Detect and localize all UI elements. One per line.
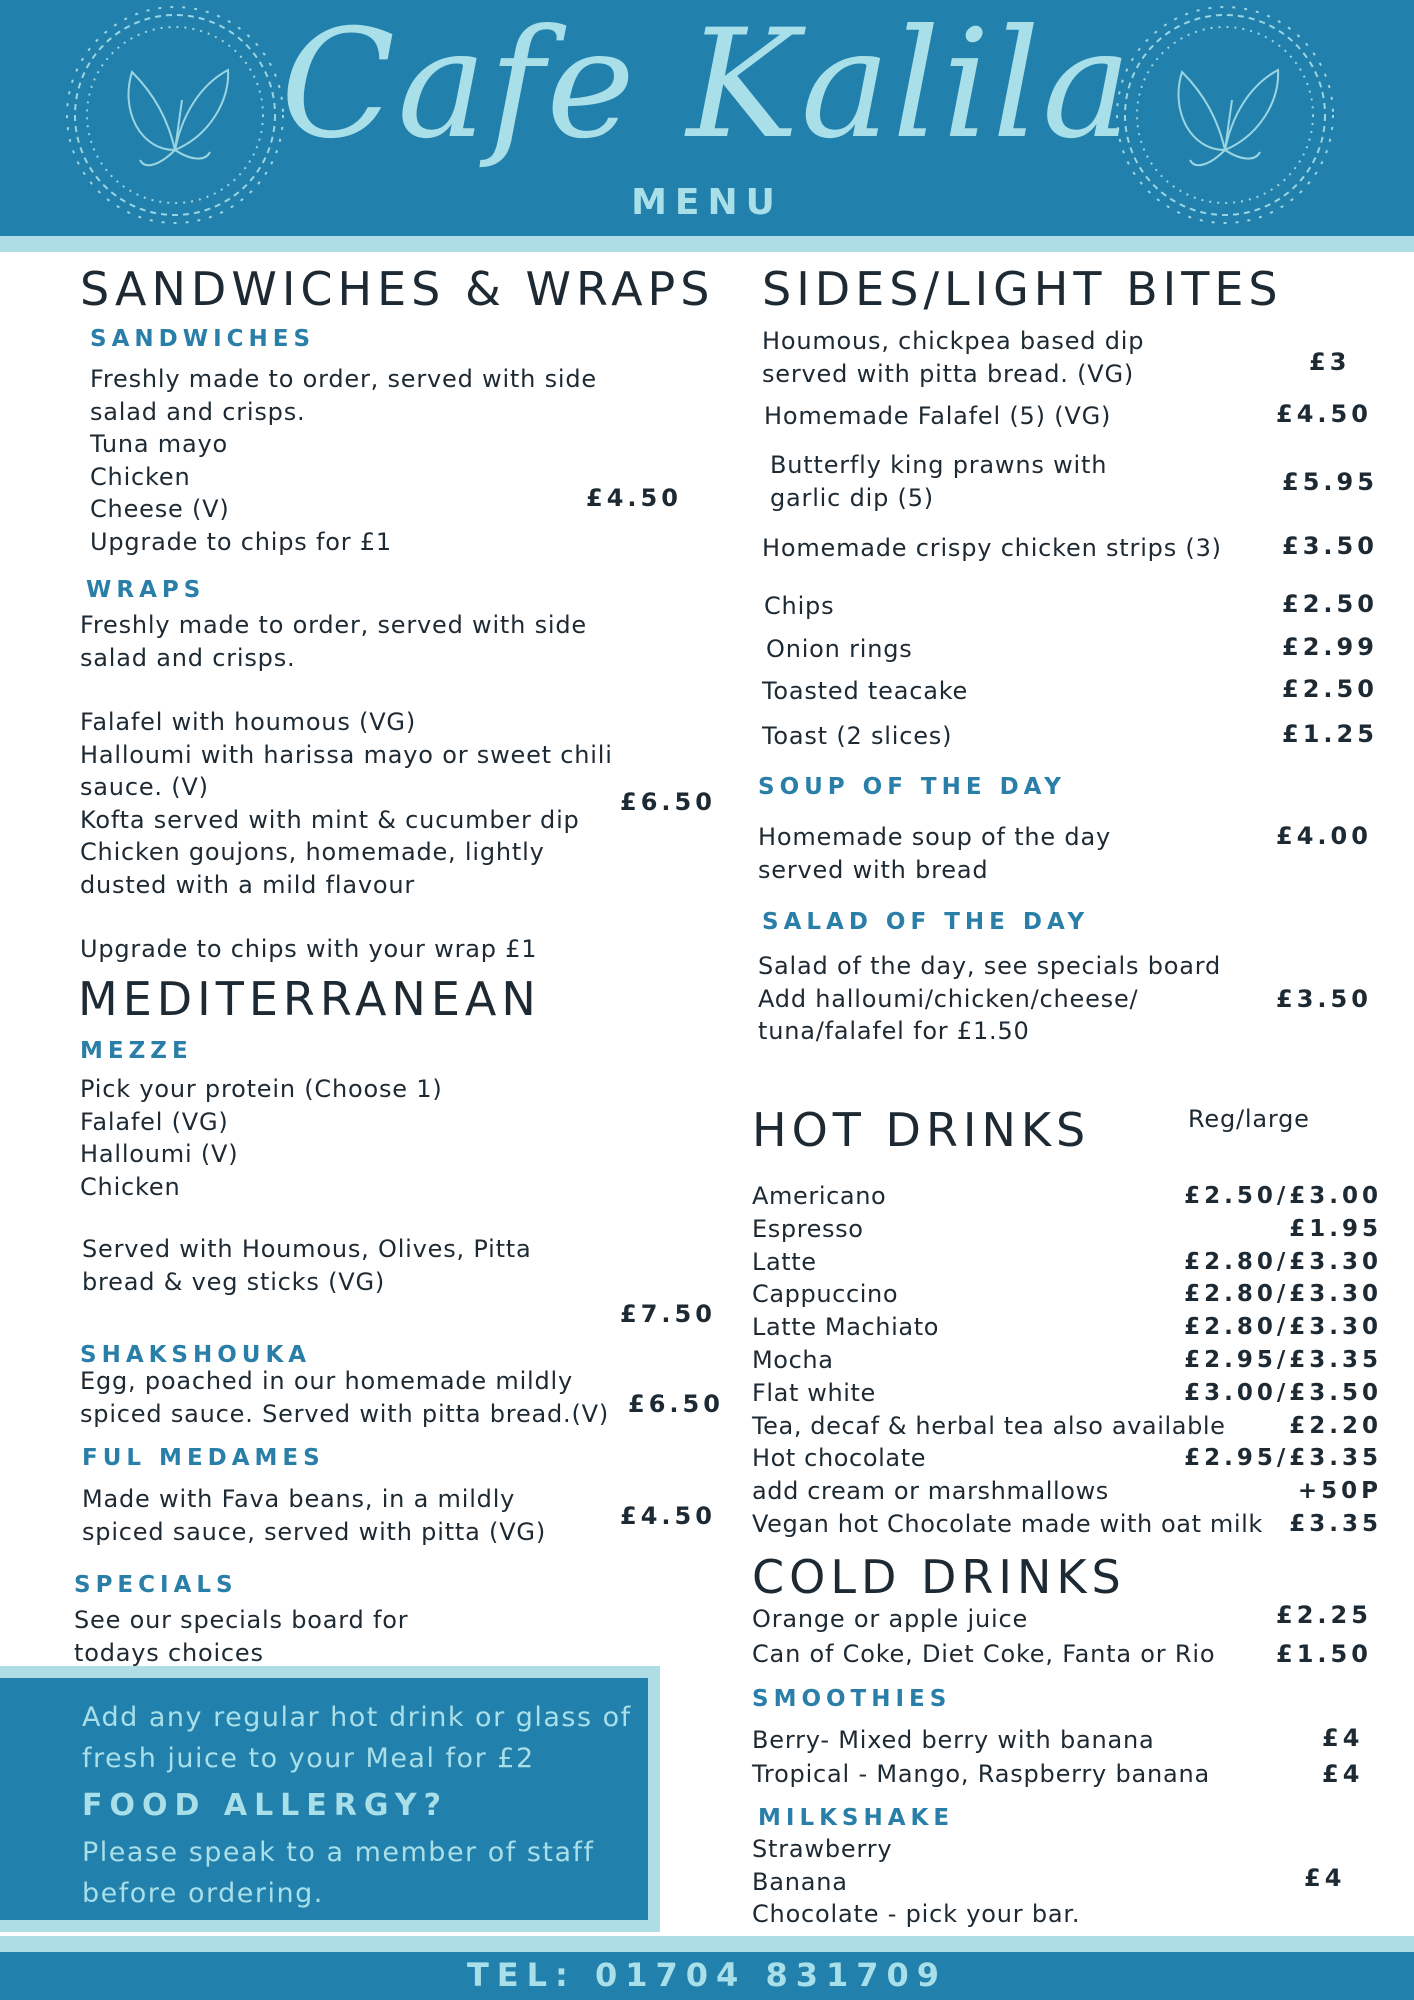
- menu-line: Upgrade to chips for £1: [90, 527, 392, 556]
- wraps-price: £6.50: [620, 788, 716, 816]
- drink-price: £2.80/£3.30: [1184, 1248, 1382, 1275]
- subsection-title-salad: SALAD OF THE DAY: [762, 909, 1090, 935]
- promo-line: Add any regular hot drink or glass of: [82, 1702, 632, 1733]
- sandwiches-text: [90, 363, 597, 558]
- tropical-name: Tropical - Mango, Raspberry banana: [752, 1760, 1211, 1788]
- drink-price: £1.95: [1289, 1215, 1382, 1242]
- list-item: [752, 1311, 1382, 1344]
- list-item: [752, 1508, 1382, 1541]
- section-title-mediterranean: MEDITERRANEAN: [78, 972, 541, 1026]
- toast-price: £1.25: [1282, 720, 1378, 748]
- drink-name: Vegan hot Chocolate made with oat milk: [752, 1509, 1263, 1538]
- menu-line: Freshly made to order, served with side: [90, 365, 597, 393]
- can-price: £1.50: [1276, 1640, 1372, 1668]
- allergy-text: [82, 1832, 595, 1914]
- list-item: [752, 1246, 1382, 1279]
- drink-price: £3.00/£3.50: [1184, 1379, 1382, 1406]
- soup-price: £4.00: [1276, 822, 1372, 850]
- list-item: [752, 1475, 1382, 1508]
- subsection-title-sandwiches: SANDWICHES: [90, 326, 316, 352]
- subsection-title-milkshake: MILKSHAKE: [758, 1805, 955, 1831]
- menu-line: todays choices: [74, 1638, 264, 1667]
- onion-rings-price: £2.99: [1282, 633, 1378, 661]
- section-title-cold-drinks: COLD DRINKS: [752, 1550, 1126, 1604]
- subsection-title-soup: SOUP OF THE DAY: [758, 774, 1066, 800]
- menu-line: Kofta served with mint & cucumber dip: [80, 805, 580, 834]
- list-item: [752, 1410, 1382, 1443]
- drink-name: add cream or marshmallows: [752, 1477, 1109, 1506]
- chips-price: £2.50: [1282, 590, 1378, 618]
- drink-name: Latte Machiato: [752, 1313, 939, 1342]
- section-title-sides: SIDES/LIGHT BITES: [762, 262, 1283, 316]
- menu-line: Tuna mayo: [90, 430, 228, 458]
- houmous-text: [762, 325, 1144, 390]
- drink-price: £2.95/£3.35: [1184, 1445, 1382, 1472]
- milkshake-text: [752, 1833, 1080, 1931]
- list-item: [752, 1278, 1382, 1311]
- menu-line: Strawberry: [752, 1835, 893, 1863]
- milkshake-price: £4: [1304, 1864, 1346, 1892]
- header-stripe: [0, 236, 1414, 252]
- menu-line: garlic dip (5): [770, 483, 934, 512]
- juice-price: £2.25: [1276, 1601, 1372, 1629]
- section-title-hot-drinks: HOT DRINKS: [752, 1103, 1091, 1157]
- ful-medames-text: [82, 1483, 546, 1548]
- wraps-upgrade: Upgrade to chips with your wrap £1: [80, 935, 538, 963]
- mezze-text: [80, 1073, 443, 1203]
- can-name: Can of Coke, Diet Coke, Fanta or Rio: [752, 1640, 1216, 1668]
- drink-name: Hot chocolate: [752, 1444, 927, 1473]
- subsection-title-specials: SPECIALS: [74, 1572, 238, 1598]
- drink-price: £2.20: [1289, 1412, 1382, 1439]
- menu-line: Made with Fava beans, in a mildly: [82, 1485, 516, 1513]
- footer-stripe: [0, 1936, 1414, 1952]
- menu-line: Chocolate - pick your bar.: [752, 1900, 1081, 1928]
- menu-line: sauce. (V): [80, 773, 209, 801]
- menu-line: Banana: [752, 1867, 848, 1896]
- menu-line: Falafel (VG): [80, 1107, 229, 1136]
- ful-medames-price: £4.50: [620, 1502, 716, 1530]
- menu-line: Pick your protein (Choose 1): [80, 1075, 443, 1103]
- section-title-sandwiches-wraps: SANDWICHES & WRAPS: [80, 262, 715, 316]
- drink-name: Cappuccino: [752, 1280, 899, 1309]
- menu-line: Chicken goujons, homemade, lightly: [80, 838, 545, 866]
- falafel-price: £4.50: [1276, 400, 1372, 428]
- subsection-title-ful-medames: FUL MEDAMES: [82, 1445, 325, 1471]
- promo-line: fresh juice to your Meal for £2: [82, 1743, 535, 1774]
- drink-price: £2.80/£3.30: [1184, 1314, 1382, 1341]
- menu-line: Salad of the day, see specials board: [758, 952, 1222, 980]
- size-label: Reg/large: [1188, 1105, 1310, 1133]
- wraps-text: [80, 706, 613, 901]
- telephone-number: TEL: 01704 831709: [466, 1956, 948, 1994]
- mezze-price: £7.50: [620, 1300, 716, 1328]
- drink-name: Mocha: [752, 1345, 834, 1374]
- menu-line: bread & veg sticks (VG): [82, 1267, 386, 1296]
- menu-label: MENU: [631, 182, 783, 223]
- chips-name: Chips: [764, 592, 835, 620]
- berry-name: Berry- Mixed berry with banana: [752, 1726, 1155, 1754]
- tropical-price: £4: [1322, 1760, 1364, 1788]
- cafe-logo: Cafe Kalila: [280, 0, 1134, 172]
- subsection-title-wraps: WRAPS: [86, 577, 206, 603]
- shakshouka-price: £6.50: [628, 1390, 724, 1418]
- subsection-title-smoothies: SMOOTHIES: [752, 1686, 952, 1712]
- hot-drinks-list: [752, 1180, 1382, 1541]
- drink-name: Espresso: [752, 1214, 864, 1243]
- specials-text: [74, 1604, 408, 1669]
- berry-price: £4: [1322, 1724, 1364, 1752]
- menu-line: Egg, poached in our homemade mildly: [80, 1367, 574, 1395]
- sandwiches-price: £4.50: [586, 484, 682, 512]
- drink-price: £3.35: [1289, 1510, 1382, 1537]
- mezze-served: [82, 1233, 532, 1298]
- menu-line: Falafel with houmous (VG): [80, 708, 416, 736]
- drink-name: Flat white: [752, 1378, 876, 1407]
- menu-line: Chicken: [90, 462, 191, 491]
- drink-price: +50P: [1297, 1478, 1382, 1505]
- menu-line: Freshly made to order, served with side: [80, 611, 587, 639]
- list-item: [752, 1344, 1382, 1377]
- subsection-title-shakshouka: SHAKSHOUKA: [80, 1342, 312, 1368]
- falafel-name: Homemade Falafel (5) (VG): [764, 402, 1112, 430]
- prawns-text: [770, 449, 1107, 514]
- menu-line: Chicken: [80, 1172, 181, 1201]
- menu-line: Cheese (V): [90, 495, 230, 523]
- onion-rings-name: Onion rings: [766, 635, 913, 663]
- drink-name: Tea, decaf & herbal tea also available: [752, 1411, 1226, 1440]
- chicken-strips-name: Homemade crispy chicken strips (3): [762, 534, 1222, 562]
- menu-line: spiced sauce, served with pitta (VG): [82, 1517, 546, 1546]
- menu-line: served with pitta bread. (VG): [762, 359, 1135, 388]
- houmous-price: £3: [1309, 348, 1351, 376]
- drink-price: £2.95/£3.35: [1184, 1346, 1382, 1373]
- wraps-intro: [80, 609, 587, 674]
- teacake-name: Toasted teacake: [762, 677, 969, 705]
- menu-line: salad and crisps.: [80, 643, 296, 672]
- menu-line: Houmous, chickpea based dip: [762, 327, 1145, 355]
- menu-line: salad and crisps.: [90, 397, 306, 426]
- menu-line: Halloumi (V): [80, 1140, 239, 1168]
- soup-text: [758, 821, 1111, 886]
- drink-name: Latte: [752, 1247, 817, 1276]
- menu-line: Homemade soup of the day: [758, 823, 1111, 851]
- list-item: [752, 1377, 1382, 1410]
- menu-line: See our specials board for: [74, 1606, 409, 1634]
- teacake-price: £2.50: [1282, 675, 1378, 703]
- chicken-strips-price: £3.50: [1282, 532, 1378, 560]
- shakshouka-text: [80, 1365, 609, 1430]
- menu-line: tuna/falafel for £1.50: [758, 1017, 1030, 1045]
- salad-text: [758, 950, 1221, 1048]
- menu-line: served with bread: [758, 855, 989, 884]
- menu-line: Served with Houmous, Olives, Pitta: [82, 1235, 532, 1263]
- drink-price: £2.50/£3.00: [1184, 1183, 1382, 1209]
- subsection-title-mezze: MEZZE: [80, 1038, 193, 1064]
- promo-line: before ordering.: [82, 1878, 324, 1909]
- list-item: [752, 1180, 1382, 1213]
- menu-line: dusted with a mild flavour: [80, 870, 416, 899]
- menu-line: Butterfly king prawns with: [770, 451, 1108, 479]
- toast-name: Toast (2 slices): [762, 722, 953, 750]
- menu-line: Add halloumi/chicken/cheese/: [758, 984, 1139, 1013]
- list-item: [752, 1213, 1382, 1246]
- allergy-heading: FOOD ALLERGY?: [82, 1788, 448, 1823]
- juice-name: Orange or apple juice: [752, 1605, 1029, 1633]
- list-item: [752, 1442, 1382, 1475]
- promo-line: Please speak to a member of staff: [82, 1837, 595, 1868]
- salad-price: £3.50: [1276, 985, 1372, 1013]
- menu-line: Halloumi with harissa mayo or sweet chili: [80, 740, 613, 769]
- prawns-price: £5.95: [1282, 468, 1378, 496]
- promo-text: [82, 1697, 632, 1779]
- drink-price: £2.80/£3.30: [1184, 1281, 1382, 1308]
- menu-line: spiced sauce. Served with pitta bread.(V): [80, 1399, 610, 1428]
- drink-name: Americano: [752, 1182, 887, 1210]
